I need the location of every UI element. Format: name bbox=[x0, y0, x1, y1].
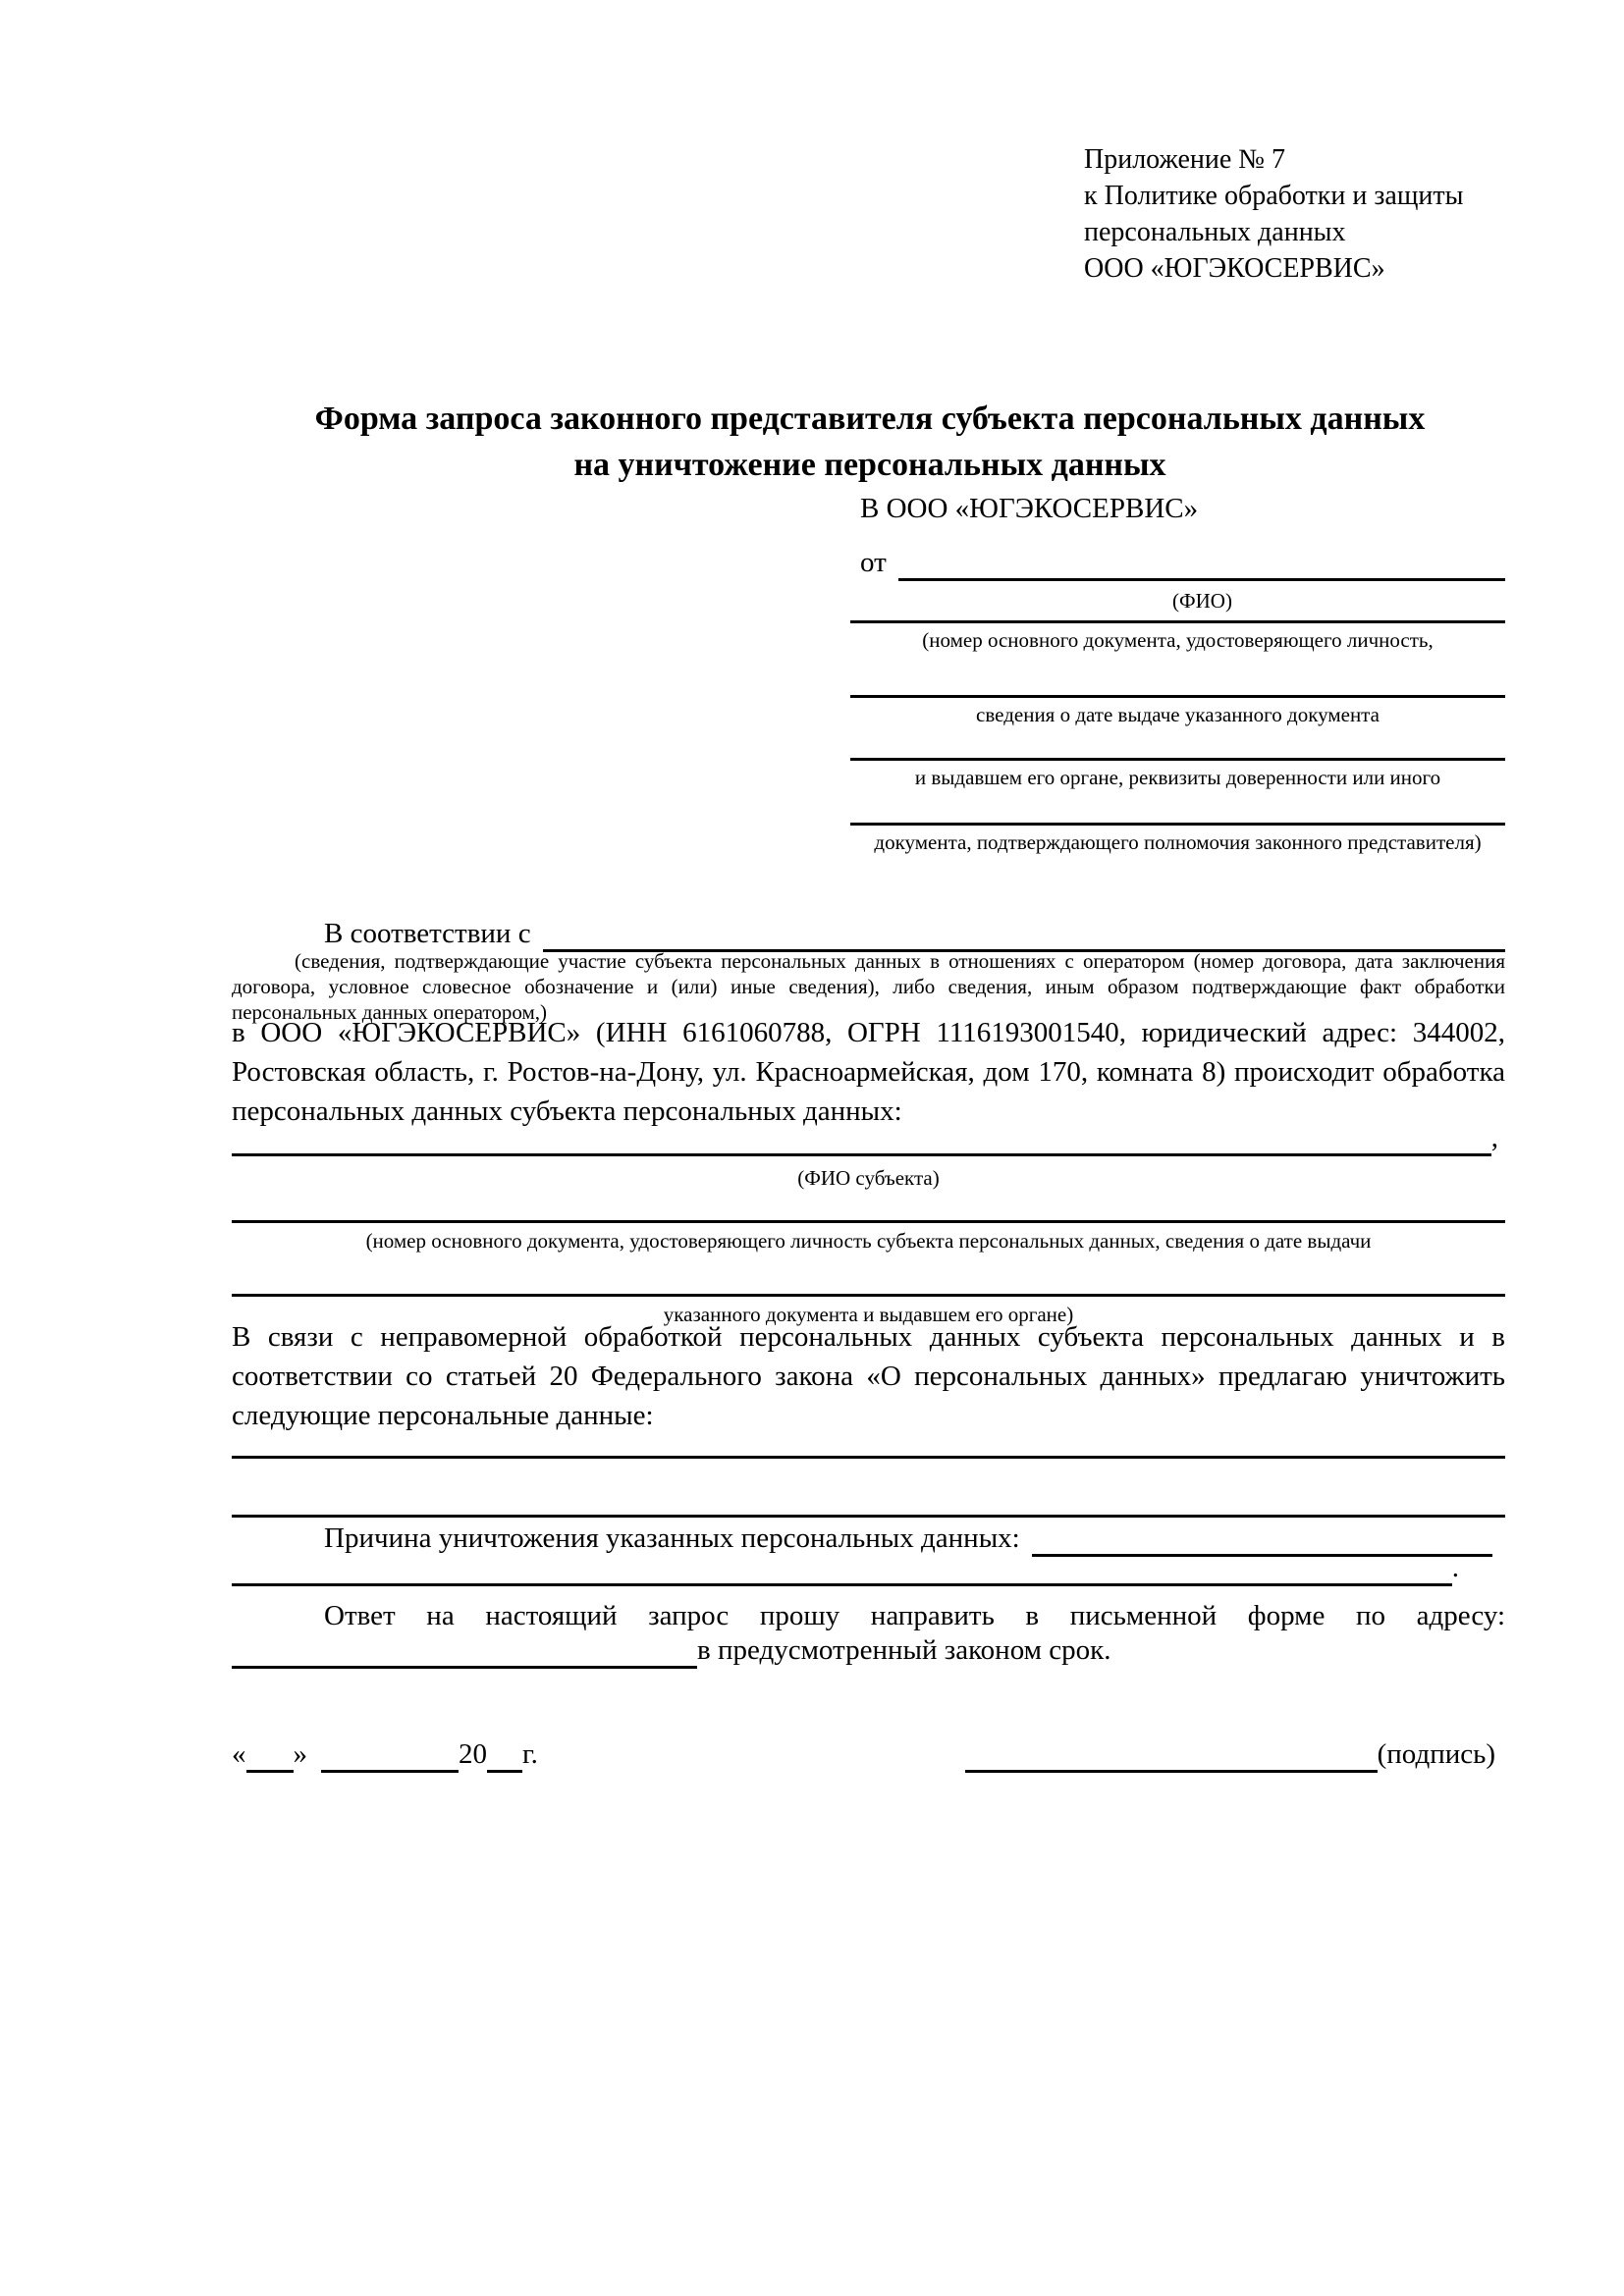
blank-line-reply-address bbox=[232, 1627, 697, 1669]
accordance-note: (сведения, подтверждающие участие субъекта персональных данных в отношениях с оператором (номер договора, дата заключения договора, условное словесное обозначение и (или) иные сведения), либо сведения, иным образом подтверждающие факт обработки персональных данных оператором,) bbox=[232, 949, 1505, 1024]
reply-tail: в предусмотренный законом срок. bbox=[697, 1634, 1111, 1666]
date-quote-close: » bbox=[293, 1738, 307, 1770]
date-quote-open: « bbox=[232, 1738, 246, 1770]
blank-line-representative-fio bbox=[898, 539, 1505, 581]
doc-caption-4: документа, подтверждающего полномочия законного представителя) bbox=[874, 830, 1482, 854]
doc-caption-1: (номер основного документа, удостоверяющего личность, bbox=[922, 628, 1434, 652]
appendix-line: к Политике обработки и защиты bbox=[1084, 181, 1464, 211]
blank-line-signature bbox=[965, 1731, 1378, 1773]
doc-caption-2: сведения о дате выдаче указанного документа bbox=[976, 703, 1380, 726]
blank-line-data-1 bbox=[232, 1456, 1505, 1459]
blank-line-month bbox=[321, 1731, 459, 1773]
from-label: от bbox=[860, 547, 887, 578]
date-row bbox=[232, 1734, 644, 1773]
accordance-label: В соответствии с bbox=[324, 918, 531, 949]
from-row bbox=[860, 542, 1505, 581]
fio-caption: (ФИО) bbox=[1172, 589, 1232, 613]
signature-row bbox=[965, 1734, 1495, 1773]
appendix-line: ООО «ЮГЭКОСЕРВИС» bbox=[1084, 253, 1385, 284]
blank-line-accordance bbox=[543, 910, 1505, 952]
subject-fio-row bbox=[232, 1117, 1498, 1156]
blank-line-subject-fio bbox=[232, 1114, 1491, 1156]
year-prefix: 20 bbox=[459, 1738, 487, 1770]
blank-line-representative-doc-1 bbox=[850, 620, 1505, 623]
blank-line-reason-2 bbox=[232, 1544, 1452, 1586]
appendix-line: Приложение № 7 bbox=[1084, 144, 1285, 175]
document-title-line2: на уничтожение персональных данных bbox=[573, 447, 1166, 483]
operator-paragraph: в ООО «ЮГЭКОСЕРВИС» (ИНН 6161060788, ОГРН 1116193001540, юридический адрес: 344002, Ростовская область, г. Ростов-на-Дону, ул. Красноармейская, дом 170, комната 8) происходит обработка персональных данных субъекта персональных данных: bbox=[232, 1017, 1505, 1127]
subject-doc-caption-1: (номер основного документа, удостоверяющего личность субъекта персональных данных, сведения о дате выдачи bbox=[365, 1229, 1372, 1253]
reply-paragraph: Ответ на настоящий запрос прошу направить в письменной форме по адресу: bbox=[324, 1600, 1505, 1631]
appendix-line: персональных данных bbox=[1084, 217, 1346, 247]
reply-address-row bbox=[232, 1629, 1505, 1669]
blank-line-day bbox=[246, 1731, 294, 1773]
comma-mark: , bbox=[1490, 1122, 1498, 1153]
signature-caption: (подпись) bbox=[1377, 1738, 1495, 1770]
blank-line-subject-doc-1 bbox=[232, 1220, 1505, 1223]
appendix-block bbox=[1084, 141, 1463, 287]
subject-doc-caption-2: указанного документа и выдавшем его органе) bbox=[663, 1303, 1074, 1326]
year-suffix: г. bbox=[522, 1738, 538, 1770]
reason-row-2 bbox=[232, 1547, 1459, 1586]
blank-line-year bbox=[487, 1731, 522, 1773]
document-title-line1: Форма запроса законного представителя субъекта персональных данных bbox=[314, 400, 1426, 437]
reason-label: Причина уничтожения указанных персональных данных: bbox=[324, 1522, 1020, 1554]
period-mark: . bbox=[1451, 1552, 1459, 1583]
blank-line-representative-doc-4 bbox=[850, 823, 1505, 826]
request-paragraph: В связи с неправомерной обработкой персональных данных субъекта персональных данных и в соответствии со статьей 20 Федерального закона «О персональных данных» предлагаю уничтожить следующие персональные данные: bbox=[232, 1321, 1505, 1431]
blank-line-representative-doc-2 bbox=[850, 695, 1505, 698]
doc-caption-3: и выдавшем его органе, реквизиты доверенности или иного bbox=[914, 766, 1441, 789]
subject-fio-caption: (ФИО субъекта) bbox=[797, 1166, 940, 1190]
blank-line-subject-doc-2 bbox=[232, 1294, 1505, 1297]
accordance-row bbox=[324, 913, 1505, 952]
recipient-organization: В ООО «ЮГЭКОСЕРВИС» bbox=[860, 493, 1199, 524]
blank-line-representative-doc-3 bbox=[850, 758, 1505, 761]
